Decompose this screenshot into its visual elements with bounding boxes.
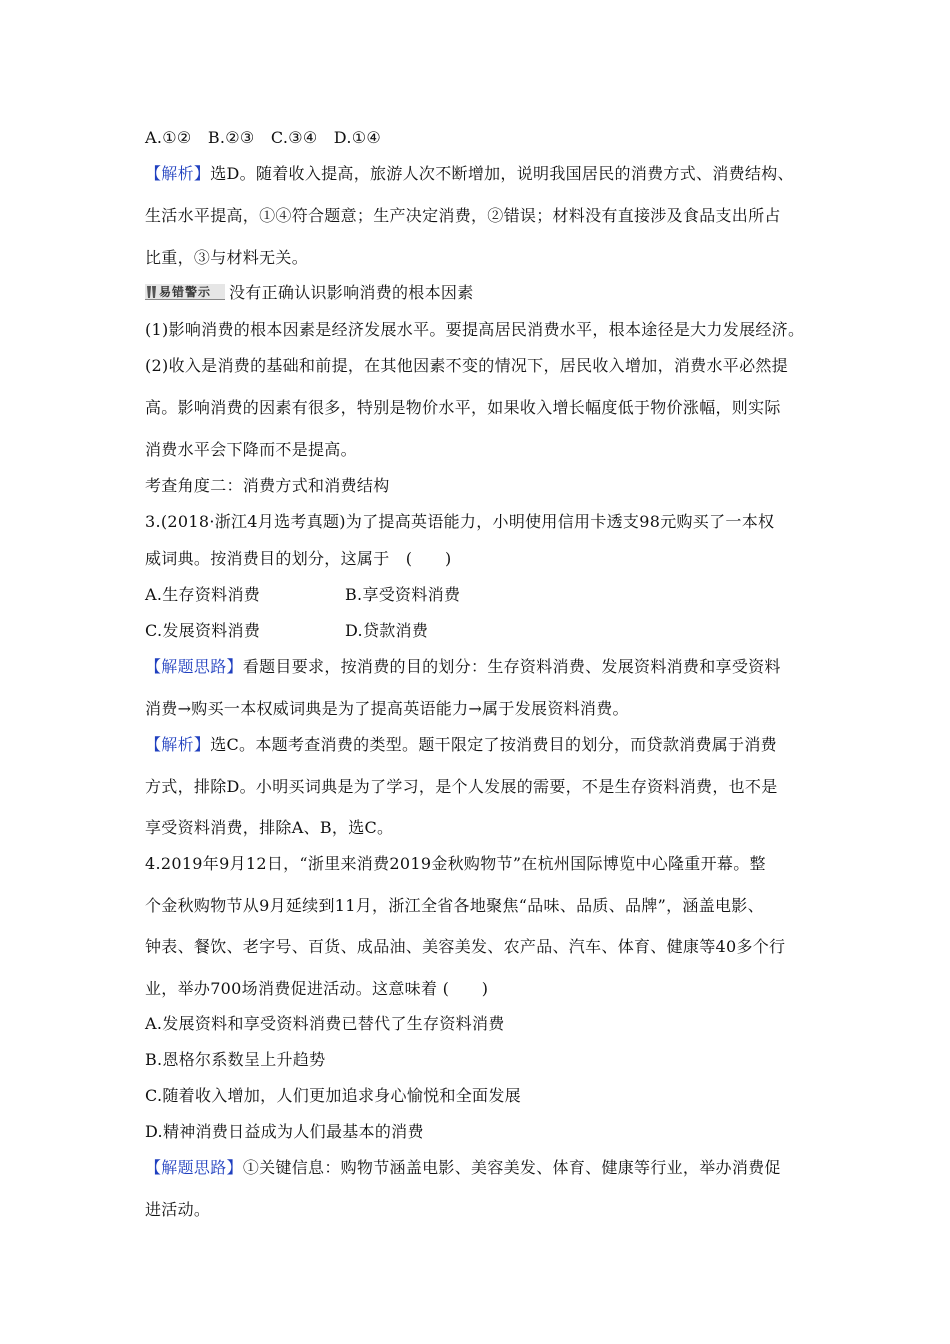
prev-question-options: A.①② B.②③ C.③④ D.①④ [145, 128, 382, 147]
thinking-tag: 【解题思路】 [145, 657, 243, 676]
warning-badge: 易错警示 [145, 284, 225, 300]
warning-line-4: 消费水平会下降而不是提高。 [145, 440, 357, 459]
q4-option-d: D.精神消费日益成为人们最基本的消费 [145, 1122, 424, 1141]
q4-stem-line-4: 业，举办700场消费促进活动。这意味着 ( ) [145, 979, 489, 998]
q3-option-b: B.享受资料消费 [345, 585, 461, 604]
warning-heading [145, 283, 474, 303]
prev-analysis-line-2: 生活水平提高，①④符合题意；生产决定消费，②错误；材料没有直接涉及食品支出所占 [145, 206, 781, 225]
q3-options-row-2 [145, 621, 429, 641]
warning-line-3: 高。影响消费的因素有很多，特别是物价水平，如果收入增长幅度低于物价涨幅，则实际 [145, 398, 781, 417]
q3-analysis-line-2: 方式，排除D。小明买词典是为了学习，是个人发展的需要，不是生存资料消费，也不是 [145, 777, 778, 796]
q3-stem-line-2: 威词典。按消费目的划分，这属于 ( ) [145, 549, 452, 568]
q4-option-c: C.随着收入增加，人们更加追求身心愉悦和全面发展 [145, 1086, 521, 1105]
q3-stem-line-1: 3.(2018·浙江4月选考真题)为了提高英语能力，小明使用信用卡透支98元购买了一本权 [145, 512, 775, 531]
q4-stem-line-1: 4.2019年9月12日，“浙里来消费2019金秋购物节”在杭州国际博览中心隆重开幕。整 [145, 854, 766, 873]
q4-option-a: A.发展资料和享受资料消费已替代了生存资料消费 [145, 1014, 505, 1033]
thinking-tag: 【解题思路】 [145, 1158, 243, 1177]
q3-option-a: A.生存资料消费 [145, 585, 261, 604]
q3-option-c: C.发展资料消费 [145, 621, 261, 640]
q3-analysis-line-1: 【解析】选C。本题考查消费的类型。题干限定了按消费目的划分，而贷款消费属于消费 [145, 735, 777, 754]
q4-option-b: B.恩格尔系数呈上升趋势 [145, 1050, 326, 1069]
q4-thinking-line-1: 【解题思路】①关键信息：购物节涵盖电影、美容美发、体育、健康等行业，举办消费促 [145, 1158, 781, 1177]
prev-analysis-line-1: 【解析】选D。随着收入提高，旅游人次不断增加，说明我国居民的消费方式、消费结构、 [145, 164, 794, 183]
analysis-tag: 【解析】 [145, 735, 211, 754]
section-title: 考查角度二：消费方式和消费结构 [145, 476, 390, 495]
q3-analysis-line-3: 享受资料消费，排除A、B，选C。 [145, 818, 394, 837]
q4-stem-line-3: 钟表、餐饮、老字号、百货、成品油、美容美发、农产品、汽车、体育、健康等40多个行 [145, 937, 786, 956]
analysis-tag: 【解析】 [145, 164, 211, 183]
q3-thinking-line-1: 【解题思路】看题目要求，按消费的目的划分：生存资料消费、发展资料消费和享受资料 [145, 657, 781, 676]
warning-line-2: (2)收入是消费的基础和前提，在其他因素不变的情况下，居民收入增加，消费水平必然提 [145, 356, 788, 375]
q3-options-row-1 [145, 585, 461, 605]
prev-analysis-line-3: 比重，③与材料无关。 [145, 248, 309, 267]
q4-thinking-line-2: 进活动。 [145, 1200, 211, 1219]
q3-option-d: D.贷款消费 [345, 621, 429, 640]
q4-stem-line-2: 个金秋购物节从9月延续到11月，浙江全省各地聚焦“品味、品质、品牌”，涵盖电影、 [145, 896, 764, 915]
warning-line-1: (1)影响消费的根本因素是经济发展水平。要提高居民消费水平，根本途径是大力发展经济。 [145, 320, 805, 339]
warning-title: 没有正确认识影响消费的根本因素 [229, 283, 474, 302]
q3-thinking-line-2: 消费→购买一本权威词典是为了提高英语能力→属于发展资料消费。 [145, 699, 629, 718]
